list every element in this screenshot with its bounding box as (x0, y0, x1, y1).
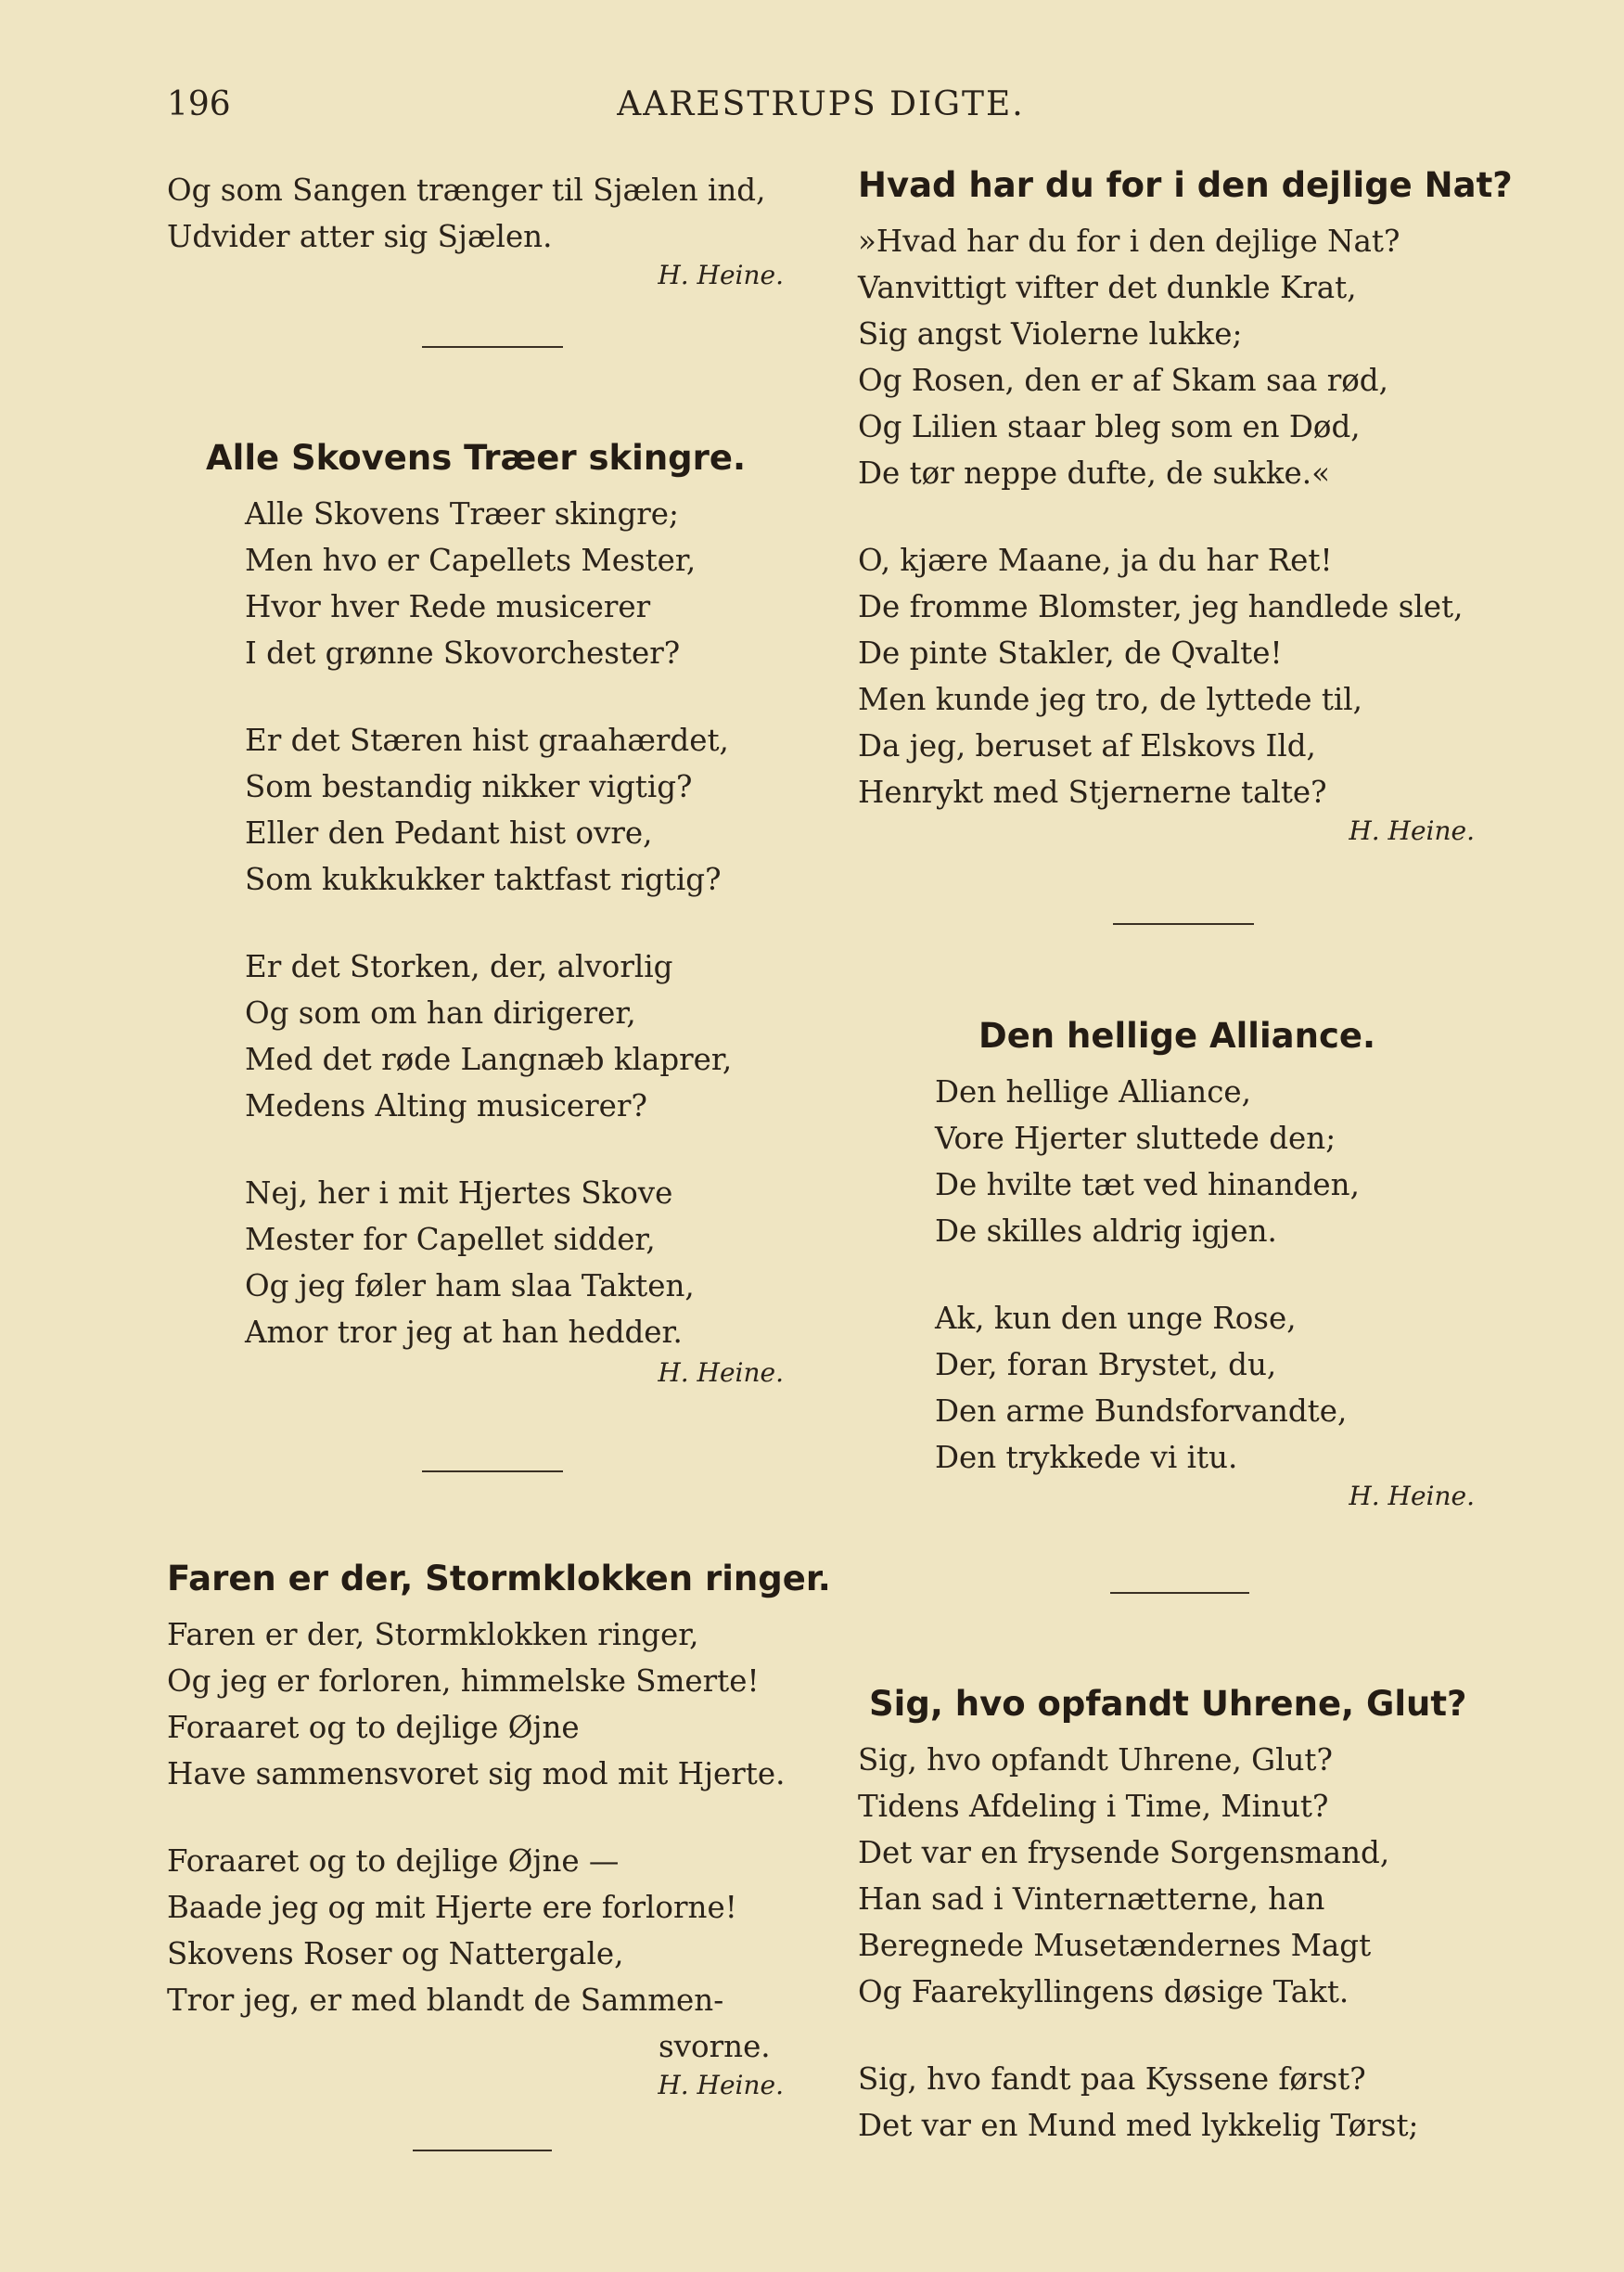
stanza (858, 1737, 1526, 2015)
verse-line: Sig, hvo opfandt Uhrene, Glut? (858, 1742, 1333, 1778)
verse-line: Og jeg er forloren, himmelske Smerte! (167, 1663, 760, 1699)
stanza (858, 218, 1526, 496)
poem-title: Alle Skovens Træer skingre. (206, 438, 747, 478)
poem-title: Faren er der, Stormklokken ringer. (167, 1559, 831, 1598)
verse-line: Men hvo er Capellets Mester, (245, 543, 697, 578)
verse-line: Den trykkede vi itu. (935, 1440, 1238, 1475)
author-attribution: H. Heine. (658, 2070, 784, 2100)
stanza (245, 717, 816, 903)
verse-line: Men kunde jeg tro, de lyttede til, (858, 682, 1362, 717)
page-header (167, 85, 1475, 132)
continuation-verse (167, 167, 816, 290)
verse-line: Og Lilien staar bleg som en Død, (858, 409, 1361, 444)
verse-line: Og Rosen, den er af Skam saa rød, (858, 363, 1388, 398)
author-attribution: H. Heine. (1349, 1481, 1475, 1511)
verse-line: Henrykt med Stjernerne talte? (858, 775, 1327, 810)
page-number: 196 (167, 85, 231, 123)
stanza (167, 1838, 816, 2070)
verse-line: Eller den Pedant hist ovre, (245, 815, 653, 851)
verse-line: Medens Alting musicerer? (245, 1088, 647, 1123)
verse-line: Det var en Mund med lykkelig Tørst; (858, 2108, 1419, 2143)
author-attribution: H. Heine. (658, 260, 784, 290)
verse-line: Og som Sangen trænger til Sjælen ind, (167, 173, 766, 208)
poem-title: Sig, hvo opfandt Uhrene, Glut? (869, 1684, 1467, 1724)
verse-line: Det var en frysende Sorgensmand, (858, 1835, 1390, 1870)
stanza (858, 537, 1526, 815)
stanza (245, 943, 816, 1129)
verse-line: Med det røde Langnæb klaprer, (245, 1042, 733, 1077)
verse-line: Beregnede Musetændernes Magt (858, 1928, 1372, 1963)
stanza (935, 1069, 1526, 1254)
verse-line: Vore Hjerter sluttede den; (935, 1121, 1336, 1156)
poem-hvad-har-du (858, 165, 1526, 846)
section-divider (413, 2150, 552, 2151)
verse-line: Foraaret og to dejlige Øjne — (167, 1843, 620, 1879)
section-divider (422, 1470, 563, 1472)
verse-line: De fromme Blomster, jeg handlede slet, (858, 589, 1464, 624)
running-title: AARESTRUPS DIGTE. (617, 85, 1025, 123)
verse-line: Udvider atter sig Sjælen. (167, 219, 553, 254)
verse-line: »Hvad har du for i den dejlige Nat? (858, 224, 1400, 259)
verse-line: De tør neppe dufte, de sukke.« (858, 456, 1330, 491)
section-divider (1113, 923, 1254, 925)
verse-line: Og jeg føler ham slaa Takten, (245, 1268, 695, 1303)
verse-line: Tror jeg, er med blandt de Sammen- (167, 1983, 724, 2018)
verse-line: Foraaret og to dejlige Øjne (167, 1710, 580, 1745)
verse-line: Alle Skovens Træer skingre; (245, 496, 679, 532)
stanza (245, 491, 816, 676)
stanza (935, 1295, 1526, 1481)
author-attribution: H. Heine. (1349, 815, 1475, 846)
poem-faren-er-der (167, 1559, 831, 2100)
poem-sig-hvo-opfandt (858, 1684, 1526, 2149)
verse-line: Og som om han dirigerer, (245, 995, 636, 1031)
author-attribution: H. Heine. (658, 1357, 784, 1388)
verse-line: Er det Storken, der, alvorlig (245, 949, 673, 984)
verse-line: Ak, kun den unge Rose, (935, 1301, 1297, 1336)
verse-line: Baade jeg og mit Hjerte ere forlorne! (167, 1890, 737, 1925)
verse-line: De pinte Stakler, de Qvalte! (858, 635, 1283, 671)
stanza (858, 2056, 1526, 2149)
verse-line: Have sammensvoret sig mod mit Hjerte. (167, 1756, 786, 1791)
verse-line: Nej, her i mit Hjertes Skove (245, 1175, 673, 1211)
verse-line: Vanvittigt vifter det dunkle Krat, (858, 270, 1357, 305)
verse-line-overflow: svorne. (659, 2029, 771, 2064)
verse-line: Da jeg, beruset af Elskovs Ild, (858, 728, 1316, 764)
verse-line: Hvor hver Rede musicerer (245, 589, 651, 624)
poem-den-hellige-alliance (858, 1016, 1526, 1511)
verse-line: Der, foran Brystet, du, (935, 1347, 1277, 1382)
verse-line: Mester for Capellet sidder, (245, 1222, 656, 1257)
verse-line: I det grønne Skovorchester? (245, 635, 681, 671)
verse-line: Faren er der, Stormklokken ringer, (167, 1617, 699, 1652)
verse-line: O, kjære Maane, ja du har Ret! (858, 543, 1333, 578)
verse-line: De hvilte tæt ved hinanden, (935, 1167, 1360, 1202)
poem-alle-skovens (167, 438, 816, 1388)
verse-line: Som kukkukker taktfast rigtig? (245, 862, 722, 897)
stanza (167, 1611, 816, 1797)
verse-line: Tidens Afdeling i Time, Minut? (858, 1789, 1329, 1824)
verse-line: Og Faarekyllingens døsige Takt. (858, 1974, 1349, 2009)
section-divider (1110, 1592, 1249, 1594)
verse-line: Den arme Bundsforvandte, (935, 1393, 1348, 1429)
verse-line: De skilles aldrig igjen. (935, 1213, 1277, 1249)
verse-line: Sig angst Violerne lukke; (858, 316, 1243, 352)
section-divider (422, 346, 563, 348)
verse-line: Som bestandig nikker vigtig? (245, 769, 693, 804)
verse-line: Er det Stæren hist graahærdet, (245, 723, 729, 758)
verse-line: Den hellige Alliance, (935, 1074, 1251, 1110)
verse-line: Skovens Roser og Nattergale, (167, 1936, 624, 1971)
verse-line: Sig, hvo fandt paa Kyssene først? (858, 2061, 1366, 2097)
verse-line: Han sad i Vinternætterne, han (858, 1881, 1325, 1917)
poem-title: Den hellige Alliance. (978, 1016, 1376, 1056)
poem-title: Hvad har du for i den dejlige Nat? (858, 165, 1513, 205)
verse-line: Amor tror jeg at han hedder. (245, 1315, 683, 1350)
stanza (245, 1170, 816, 1355)
